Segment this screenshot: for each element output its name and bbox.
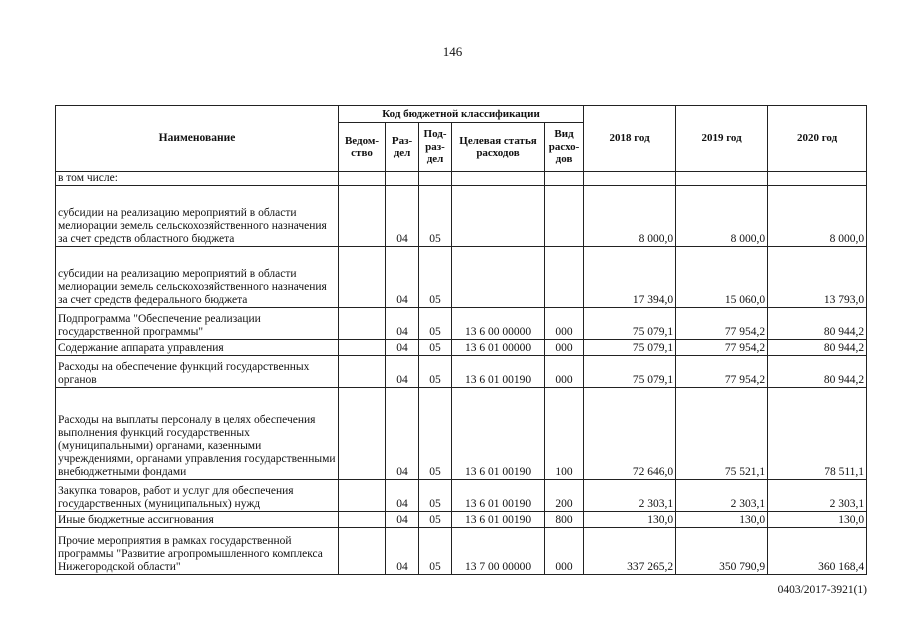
header-celevaya: Целевая статья расходов — [452, 123, 545, 172]
cell-vid: 000 — [545, 308, 584, 340]
cell-2019: 350 790,9 — [676, 528, 768, 575]
row-name: Закупка товаров, работ и услуг для обеспечения государственных (муниципальных) нужд — [56, 480, 339, 512]
cell-2020: 78 511,1 — [768, 388, 867, 480]
cell-2018: 75 079,1 — [584, 340, 676, 356]
table-row — [56, 512, 867, 528]
cell-2020: 2 303,1 — [768, 480, 867, 512]
table-row — [56, 340, 867, 356]
cell-2020: 8 000,0 — [768, 186, 867, 247]
cell-podrazdel: 05 — [419, 340, 452, 356]
table-row — [56, 186, 867, 247]
cell-2018: 75 079,1 — [584, 308, 676, 340]
table-row — [56, 308, 867, 340]
header-2020: 2020 год — [768, 106, 867, 172]
cell-vedomstvo — [339, 388, 386, 480]
cell-razdel: 04 — [386, 186, 419, 247]
cell-vedomstvo — [339, 172, 386, 186]
row-name: в том числе: — [56, 172, 339, 186]
cell-vedomstvo — [339, 480, 386, 512]
cell-2020: 360 168,4 — [768, 528, 867, 575]
header-vedomstvo: Ведом-ство — [339, 123, 386, 172]
cell-podrazdel: 05 — [419, 356, 452, 388]
row-name: Содержание аппарата управления — [56, 340, 339, 356]
cell-2018 — [584, 172, 676, 186]
cell-2020 — [768, 172, 867, 186]
cell-podrazdel: 05 — [419, 186, 452, 247]
table-row — [56, 388, 867, 480]
budget-table — [55, 105, 867, 575]
cell-razdel: 04 — [386, 308, 419, 340]
cell-razdel: 04 — [386, 528, 419, 575]
header-2018: 2018 год — [584, 106, 676, 172]
cell-vedomstvo — [339, 356, 386, 388]
cell-podrazdel — [419, 172, 452, 186]
cell-2019: 8 000,0 — [676, 186, 768, 247]
cell-2019: 2 303,1 — [676, 480, 768, 512]
cell-vedomstvo — [339, 512, 386, 528]
header-razdel: Раз-дел — [386, 123, 419, 172]
cell-celevaya: 13 6 01 00190 — [452, 388, 545, 480]
row-name: Расходы на выплаты персоналу в целях обеспечения выполнения функций государственных (муниципальными) органами, казенными учреждениями, органами управления государственными внебюджетными фондами — [56, 388, 339, 480]
cell-2019 — [676, 172, 768, 186]
cell-vid — [545, 247, 584, 308]
cell-2018: 17 394,0 — [584, 247, 676, 308]
cell-razdel: 04 — [386, 480, 419, 512]
cell-vedomstvo — [339, 308, 386, 340]
row-name: субсидии на реализацию мероприятий в области мелиорации земель сельскохозяйственного назначения за счет средств областного бюджета — [56, 186, 339, 247]
header-code-group: Код бюджетной классификации — [339, 106, 584, 123]
cell-2020: 80 944,2 — [768, 308, 867, 340]
cell-2019: 77 954,2 — [676, 356, 768, 388]
cell-podrazdel: 05 — [419, 388, 452, 480]
row-name: Расходы на обеспечение функций государственных органов — [56, 356, 339, 388]
table-row — [56, 356, 867, 388]
table-row — [56, 480, 867, 512]
cell-razdel — [386, 172, 419, 186]
cell-vid: 000 — [545, 356, 584, 388]
table-row — [56, 247, 867, 308]
row-name: субсидии на реализацию мероприятий в области мелиорации земель сельскохозяйственного назначения за счет средств федерального бюджета — [56, 247, 339, 308]
cell-vedomstvo — [339, 186, 386, 247]
cell-vedomstvo — [339, 247, 386, 308]
cell-vid — [545, 172, 584, 186]
cell-celevaya — [452, 172, 545, 186]
cell-podrazdel: 05 — [419, 512, 452, 528]
page-number: 146 — [442, 44, 463, 59]
header-name: Наименование — [56, 106, 339, 172]
cell-celevaya: 13 6 01 00190 — [452, 480, 545, 512]
cell-celevaya: 13 6 01 00190 — [452, 356, 545, 388]
cell-podrazdel: 05 — [419, 480, 452, 512]
cell-2020: 130,0 — [768, 512, 867, 528]
cell-razdel: 04 — [386, 512, 419, 528]
cell-celevaya: 13 7 00 00000 — [452, 528, 545, 575]
cell-2019: 15 060,0 — [676, 247, 768, 308]
row-name: Иные бюджетные ассигнования — [56, 512, 339, 528]
cell-vid: 000 — [545, 528, 584, 575]
cell-2018: 2 303,1 — [584, 480, 676, 512]
table-row — [56, 172, 867, 186]
row-name: Прочие мероприятия в рамках государственной программы "Развитие агропромышленного комплекса Нижегородской области" — [56, 528, 339, 575]
cell-2018: 72 646,0 — [584, 388, 676, 480]
header-podrazdel: Под-раз-дел — [419, 123, 452, 172]
cell-vid: 200 — [545, 480, 584, 512]
cell-podrazdel: 05 — [419, 247, 452, 308]
cell-2018: 337 265,2 — [584, 528, 676, 575]
cell-2019: 75 521,1 — [676, 388, 768, 480]
cell-2018: 8 000,0 — [584, 186, 676, 247]
cell-2018: 130,0 — [584, 512, 676, 528]
cell-celevaya: 13 6 01 00000 — [452, 340, 545, 356]
cell-podrazdel: 05 — [419, 528, 452, 575]
cell-celevaya — [452, 186, 545, 247]
header-vid: Вид расхо-дов — [545, 123, 584, 172]
cell-razdel: 04 — [386, 388, 419, 480]
table-row — [56, 528, 867, 575]
cell-2020: 80 944,2 — [768, 340, 867, 356]
cell-vedomstvo — [339, 528, 386, 575]
header-2019: 2019 год — [676, 106, 768, 172]
cell-razdel: 04 — [386, 356, 419, 388]
cell-2018: 75 079,1 — [584, 356, 676, 388]
cell-celevaya — [452, 247, 545, 308]
cell-celevaya: 13 6 01 00190 — [452, 512, 545, 528]
cell-razdel: 04 — [386, 247, 419, 308]
cell-2020: 80 944,2 — [768, 356, 867, 388]
cell-2019: 130,0 — [676, 512, 768, 528]
cell-2019: 77 954,2 — [676, 340, 768, 356]
row-name: Подпрограмма "Обеспечение реализации государственной программы" — [56, 308, 339, 340]
cell-2019: 77 954,2 — [676, 308, 768, 340]
cell-vid — [545, 186, 584, 247]
cell-2020: 13 793,0 — [768, 247, 867, 308]
cell-vid: 800 — [545, 512, 584, 528]
cell-celevaya: 13 6 00 00000 — [452, 308, 545, 340]
cell-podrazdel: 05 — [419, 308, 452, 340]
cell-razdel: 04 — [386, 340, 419, 356]
cell-vid: 100 — [545, 388, 584, 480]
cell-vedomstvo — [339, 340, 386, 356]
document-code: 0403/2017-3921(1) — [777, 584, 867, 596]
cell-vid: 000 — [545, 340, 584, 356]
